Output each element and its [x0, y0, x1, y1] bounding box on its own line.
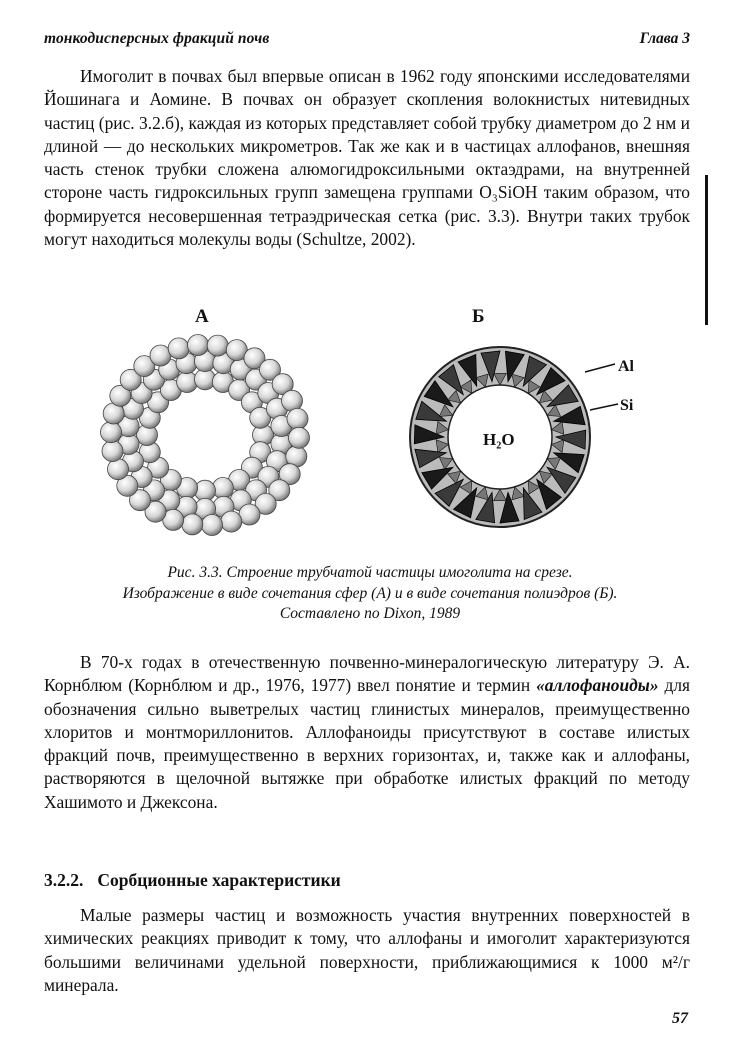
paragraph-allophanoids [44, 651, 690, 814]
paragraph-sorption: Малые размеры частиц и возможность участия внутренних поверхностей в химических реакциях приводит к тому, что аллофаны и имоголит характеризуются большими величинами удельной поверхности, приближающимися к 1000 м²/г минерала. [44, 905, 690, 995]
sphere [207, 335, 228, 356]
caption-line-3: Составлено по Dixon, 1989 [279, 605, 461, 622]
figure-caption [60, 563, 680, 625]
sphere [188, 335, 209, 356]
figure-label-a: А [195, 306, 209, 327]
section-heading [44, 870, 341, 891]
page-number: 57 [672, 1010, 688, 1027]
sphere [282, 390, 303, 411]
sphere [289, 427, 310, 448]
section-number: 3.2.2. [44, 870, 84, 890]
sphere [202, 515, 223, 536]
sphere [108, 459, 129, 480]
running-head [44, 30, 690, 48]
label-si: Si [620, 397, 634, 414]
running-head-chapter: Глава 3 [639, 30, 690, 47]
label-al: Al [618, 358, 634, 375]
caption-line-1: Рис. 3.3. Строение трубчатой частицы имоголита на срезе. [167, 564, 573, 581]
paragraph2-text-before: В 70-х годах в отечественную почвенно-минералогическую литературу Э. А. Корнблюм (Корнблюм и др., 1976, 1977) ввел понятие и термин [44, 652, 690, 696]
paragraph2-term: «аллофаноиды» [536, 675, 659, 696]
paragraph2-text-after: для обозначения сильно выветрелых частиц глинистых минералов, преимущественно хлоритов и монтмориллонитов. Аллофаноиды присутствуют в составе илистых фракций почв, преимущественно в верхних горизонтах, и, также как и аллофаны, растворяются в щелочной вытяжке при обработке илистых фракций по методу Хашимото и Джексона. [44, 675, 690, 812]
running-head-title: тонкодисперсных фракций почв [44, 30, 270, 47]
sphere [101, 422, 122, 443]
paragraph-imogolite: Имоголит в почвах был впервые описан в 1962 году японскими исследователями Йошинага и Аомине. В почвах он образует скопления волокнистых нитевидных частиц (рис. 3.2.б), каждая из которых представляет собой трубку диаметром до 2 нм и длиной — до нескольких микрометров. Так же как и в частицах аллофанов, внешняя часть стенок трубки сложена алюмогидроксильными октаэдрами, на внутренней стороне часть гидроксильных групп замещена группами O₃SiOH таким образом, что формируется несовершенная тетраэдрическая сетка (рис. 3.3). Внутри таких трубок могут находиться молекулы воды (Schultze, 2002). [44, 66, 690, 250]
sphere-model-figure [90, 332, 320, 542]
margin-bar [705, 175, 708, 325]
si-pointer-line [590, 404, 618, 410]
sphere [168, 338, 189, 359]
al-pointer-line [585, 364, 615, 372]
sphere [287, 408, 308, 429]
label-h2o: H₂O [483, 430, 515, 449]
sphere [182, 514, 203, 535]
section-title: Сорбционные характеристики [97, 870, 341, 890]
sphere [102, 441, 123, 462]
caption-line-2: Изображение в виде сочетания сфер (А) и в виде сочетания полиэдров (Б). [122, 584, 618, 602]
figure-label-b: Б [472, 306, 485, 327]
sphere [221, 511, 242, 532]
